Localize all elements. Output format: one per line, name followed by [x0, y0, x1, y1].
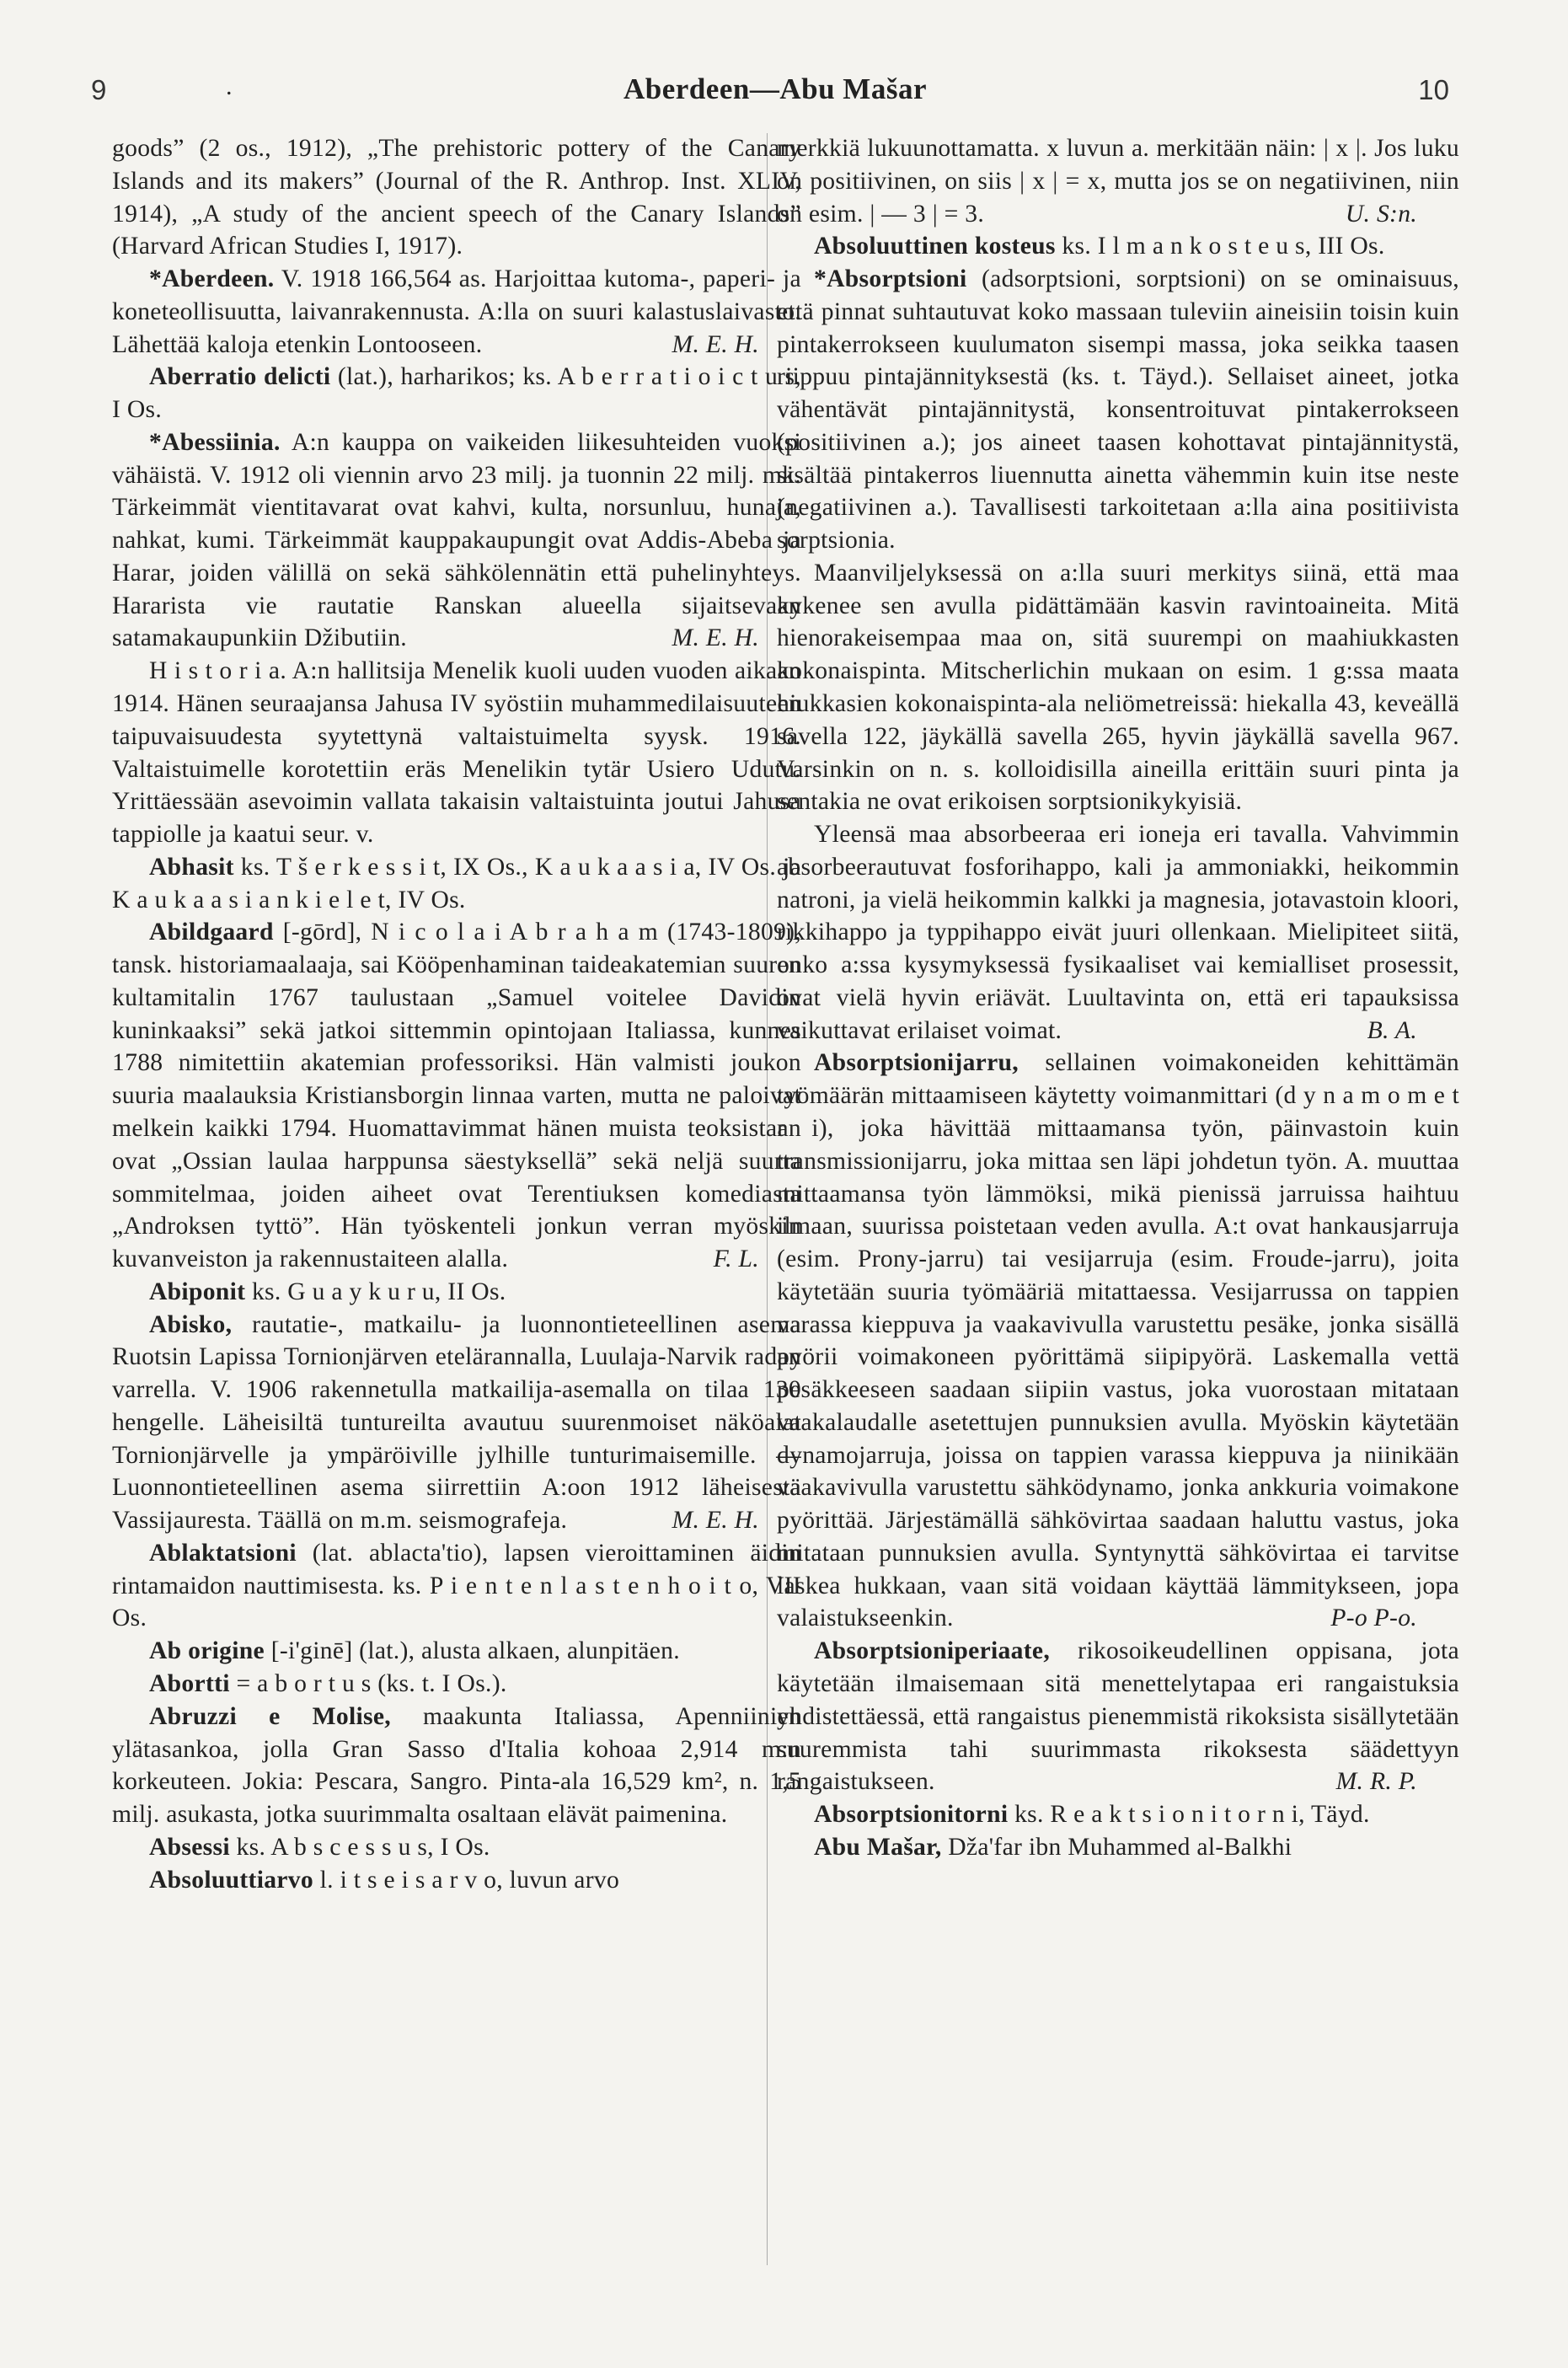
entry-text: merkkiä lukuunottamatta. x luvun a. merkitään näin: | x |. Jos luku on positiivinen, on siis | x | = x, mutta jos se on negatiivinen, niin on esim. | — 3 | = 3.	[777, 135, 1459, 228]
entry-text: rautatie-, matkailu- ja luonnontieteellinen asema Ruotsin Lapissa Tornionjärven etelärannalla, Luulaja-Narvik radan varrella. V. 1906 rakennetulla matkailija-asemalla on tilaa 130 hengelle. Läheisiltä tuntureilta avautuu suurenmoiset näköalat Tornionjärvelle ja ympäröiville jylhille tunturimaisemille. — Luonnontieteellinen asema siirrettiin A:oon 1912 läheisestä Vassijauresta. Täällä on m.m. seismografeja.	[112, 1310, 801, 1535]
entry-headword: Absessi	[149, 1833, 230, 1861]
entry-text: ks. I l m a n k o s t e u s, III Os.	[1055, 233, 1385, 260]
dictionary-entry	[777, 557, 1459, 818]
dictionary-entry	[112, 1276, 801, 1309]
entry-text: [-i'ginē] (lat.), alusta alkaen, alunpitäen.	[265, 1637, 680, 1665]
dictionary-entry	[112, 1635, 801, 1668]
running-title: Aberdeen—Abu Mašar	[623, 72, 927, 105]
entry-text: = a b o r t u s (ks. t. I Os.).	[229, 1669, 507, 1697]
dictionary-entry	[777, 1798, 1459, 1831]
dictionary-entry	[112, 1701, 801, 1831]
entry-text: ks. G u a y k u r u, II Os.	[245, 1278, 506, 1305]
dictionary-entry	[112, 1668, 801, 1701]
page-header	[84, 74, 1466, 116]
entry-headword: *Absorptsioni	[814, 265, 967, 293]
dictionary-entry	[112, 655, 801, 851]
right-column	[777, 132, 1459, 1864]
entry-headword: Absorptsioniperiaate,	[814, 1637, 1051, 1665]
entry-text: maakunta Italiassa, Apenniinien ylätasankoa, jolla Gran Sasso d'Italia kohoaa 2,914 m:n korkeuteen. Jokia: Pescara, Sangro. Pinta-ala 16,529 km², n. 1,5 milj. asukasta, jotka suurimmalta osaltaan elävät paimenina.	[112, 1702, 801, 1829]
entry-headword: Absorptsionijarru,	[814, 1049, 1019, 1077]
dictionary-entry	[777, 1047, 1459, 1635]
entry-signature: U. S:n.	[1345, 200, 1417, 228]
dictionary-entry	[112, 132, 801, 263]
dictionary-entry	[777, 1831, 1459, 1864]
entry-signature: M. E. H.	[672, 330, 759, 358]
page-number-left: 9	[91, 74, 107, 105]
entry-text: ks. A b s c e s s u s, I Os.	[229, 1833, 490, 1861]
entry-headword: Abildgaard	[149, 919, 274, 946]
entry-text: (adsorptsioni, sorptsioni) on se ominaisuus, että pinnat suhtautuvat koko massaan tuleviin aineisiin toisin kuin pintakerrokseen kuulumaton sisempi massa, joka seikka taasen riippuu pintajännityksestä (ks. t. Täyd.). Sellaiset aineet, jotka vähentävät pintajännitystä, konsentroituvat pintakerrokseen (positiivinen a.); jos aineet taasen kohottavat pintajännitystä, sisältää pintakerros liuennutta ainetta vähemmin kuin itse neste (negatiivinen a.). Tavallisesti tarkoitetaan a:lla aina positiivista sorptsionia.	[777, 265, 1459, 554]
dictionary-entry	[112, 263, 801, 361]
entry-text: l. i t s e i s a r v o, luvun arvo	[313, 1866, 620, 1894]
entry-headword: Abruzzi e Molise,	[149, 1702, 391, 1730]
entry-headword: *Abessiinia.	[149, 428, 281, 456]
entry-text: A:n kauppa on vaikeiden liikesuhteiden vuoksi vähäistä. V. 1912 oli viennin arvo 23 milj. ja tuonnin 22 milj. mk. Tärkeimmät vientitavarat ovat kahvi, kulta, norsunluu, hunaja, nahkat, kumi. Tärkeimmät kauppakaupungit ovat Addis-Abeba ja Harar, joiden välillä on sekä sähkölennätin että puhelinyhteys. Hararista vie rautatie Ranskan alueella sijaitsevaan satamakaupunkiin Džibutiin.	[112, 428, 801, 652]
entry-signature: P-o P-o.	[1330, 1605, 1417, 1632]
entry-text: (lat. ablacta'tio), lapsen vieroittaminen äidin rintamaidon nauttimisesta. ks. P i e n t e n l a s t e n h o i t o, VII Os.	[112, 1539, 801, 1632]
entry-text: rikosoikeudellinen oppisana, jota käytetään ilmaisemaan sitä menettelytapaa eri rangaistuksia yhdistettäessä, että rangaistus pienemmistä rikoksista sisällytetään suuremmista tahi suurimmasta rikoksesta säädettyyn rangaistukseen.	[777, 1637, 1459, 1796]
dictionary-entry	[112, 1864, 801, 1897]
entry-headword: Absoluuttiarvo	[149, 1866, 313, 1894]
dictionary-entry	[777, 132, 1459, 230]
dictionary-entry	[777, 263, 1459, 557]
entry-signature: M. E. H.	[672, 1507, 759, 1535]
entry-text: ks. T š e r k e s s i t, IX Os., K a u k a a s i a, IV Os. ja K a u k a a s i a n k i e l e t, IV Os.	[112, 853, 801, 913]
entry-headword: Aberratio delicti	[149, 363, 331, 391]
dictionary-entry	[777, 1635, 1459, 1798]
entry-text: sellainen voimakoneiden kehittämän työmäärän mittaamiseen käytetty voimanmittari (d y n a m o m e t r i), joka hävittää mittaamansa työn, päinvastoin kuin transmissionijarru, joka mittaa sen läpi johdetun työn. A. muuttaa mittaamansa työn lämmöksi, mikä pienissä jarruissa haihtuu ilmaan, suurissa poistetaan veden avulla. A:t ovat hankausjarruja (esim. Prony-jarru) tai vesijarruja (esim. Froude-jarru), joita käytetään suuria työmääriä mitattaessa. Vesijarrussa on tappien varassa kieppuva ja vaakavivulla varustettu pesäke, jonka sisällä pyörii voimakoneen pyörittämä siipipyörä. Laskemalla vettä pesäkkeeseen saadaan siipiin vastus, joka vuorostaan mitataan vaakalaudalle asetettujen punnuksien avulla. Myöskin käytetään dynamojarruja, joissa on tappien varassa kieppuva ja niinikään vaakavivulla varustettu sähködynamo, jonka ankkuria voimakone pyörittää. Järjestämällä sähkövirtaa saadaan haluttu vastus, joka mitataan punnuksien avulla. Syntynyttä sähkövirtaa ei tarvitse laskea hukkaan, vaan sitä voidaan käyttää lämmitykseen, jopa valaistukseenkin.	[777, 1049, 1459, 1632]
entry-text: goods” (2 os., 1912), „The prehistoric pottery of the Canary Islands and its makers” (Journal of the R. Anthrop. Inst. XLIV, 1914), „A study of the ancient speech of the Canary Islands” (Harvard African Studies I, 1917).	[112, 135, 801, 260]
entry-text: Yleensä maa absorbeeraa eri ioneja eri tavalla. Vahvimmin absorbeerautuvat fosforihappo, kali ja ammoniakki, heikommin natroni, ja vielä heikommin kalkki ja magnesia, jotavastoin kloori, rikkihappo ja typpihappo eivät juuri ollenkaan. Mielipiteet siitä, onko a:ssa kysymyksessä fysikaaliset vai kemialliset prosessit, ovat vielä hyvin eriävät. Luultavinta on, että eri tapauksissa vaikuttavat erilaiset voimat.	[777, 821, 1459, 1044]
entry-signature: M. E. H.	[672, 624, 759, 652]
entry-signature: M. R. P.	[1335, 1768, 1417, 1796]
entry-headword: Abiponit	[149, 1278, 246, 1305]
entry-headword: Ablaktatsioni	[149, 1539, 297, 1567]
header-dot: .	[226, 72, 233, 100]
dictionary-entry	[112, 916, 801, 1275]
dictionary-entry	[112, 426, 801, 655]
dictionary-entry	[112, 851, 801, 917]
entry-text: Maanviljelyksessä on a:lla suuri merkitys siinä, että maa kykenee sen avulla pidättämään kasvin ravintoaineita. Mitä hienorakeisempaa maa on, sitä suurempi on maahiukkasten kokonaispinta. Mitscherlichin mukaan on esim. 1 g:ssa maata hiukkasien kokonaispinta-ala neliömetreissä: hiekalla 43, keveällä savella 122, jäykällä savella 265, hyvin jäykällä savella 967. Varsinkin on n. s. kolloidisilla aineilla erittäin suuri pinta ja sentakia ne ovat erikoisen sorptsionikykyisiä.	[777, 559, 1459, 816]
entry-text: V. 1918 166,564 as. Harjoittaa kutoma-, paperi- ja koneteollisuutta, laivanrakennusta. A:lla on suuri kalastuslaivasto. Lähettää kaloja etenkin Lontooseen.	[112, 265, 801, 358]
entry-headword: Absorptsionitorni	[814, 1801, 1009, 1829]
entry-text: (lat.), harharikos; ks. A b e r r a t i o i c t u s, I Os.	[112, 363, 802, 424]
entry-signature: B. A.	[1367, 1016, 1417, 1044]
dictionary-entry	[112, 1537, 801, 1635]
entry-headword: Abortti	[149, 1669, 230, 1697]
dictionary-entry	[777, 230, 1459, 263]
dictionary-entry	[777, 818, 1459, 1047]
dictionary-entry	[112, 1309, 801, 1537]
entry-headword: Abhasit	[149, 853, 234, 881]
entry-text: ks. R e a k t s i o n i t o r n i, Täyd.	[1008, 1801, 1370, 1829]
entry-signature: F. L.	[713, 1246, 759, 1273]
left-column	[112, 132, 801, 1896]
entry-text: H i s t o r i a. A:n hallitsija Menelik kuoli uuden vuoden aikaan 1914. Hänen seuraajansa Jahusa IV syöstiin muhammedilaisuuteen taipuvaisuudesta syytettynä valtaistuimelta syysk. 1916. Valtaistuimelle korotettiin eräs Menelikin tytär Usiero Udutu. Yrittäessään asevoimin vallata takaisin valtaistuinta joutui Jahusa tappiolle ja kaatui seur. v.	[112, 657, 801, 849]
entry-text: [-gōrd], N i c o l a i A b r a h a m (1743-1809), tansk. historiamaalaaja, sai Kööpenhaminan taideakatemian suuren kultamitalin 1767 taulustaan „Samuel voitelee Davidin kuninkaaksi” sekä jatkoi sittemmin opintojaan Italiassa, kunnes 1788 nimitettiin akatemian professoriksi. Hän valmisti joukon suuria maalauksia Kristiansborgin linnaa varten, mutta ne paloivat melkein kaikki 1794. Huomattavimmat hänen muista teoksistaan ovat „Ossian laulaa harppunsa säestyksellä” sekä neljä suurta sommitelmaa, joiden aiheet ovat Terentiuksen komediasta „Androksen tyttö”. Hän työskenteli jonkun verran myöskin kuvanveiston ja rakennustaiteen alalla.	[112, 919, 801, 1273]
entry-headword: Ab origine	[149, 1637, 265, 1665]
dictionary-entry	[112, 1831, 801, 1864]
entry-headword: *Aberdeen.	[149, 265, 275, 293]
entry-headword: Abisko,	[149, 1310, 233, 1338]
dictionary-entry	[112, 361, 801, 426]
page-number-right: 10	[1418, 74, 1449, 105]
entry-headword: Abu Mašar,	[814, 1833, 942, 1861]
entry-text: Dža'far ibn Muhammed al-Balkhi	[941, 1833, 1292, 1861]
entry-headword: Absoluuttinen kosteus	[814, 233, 1056, 260]
